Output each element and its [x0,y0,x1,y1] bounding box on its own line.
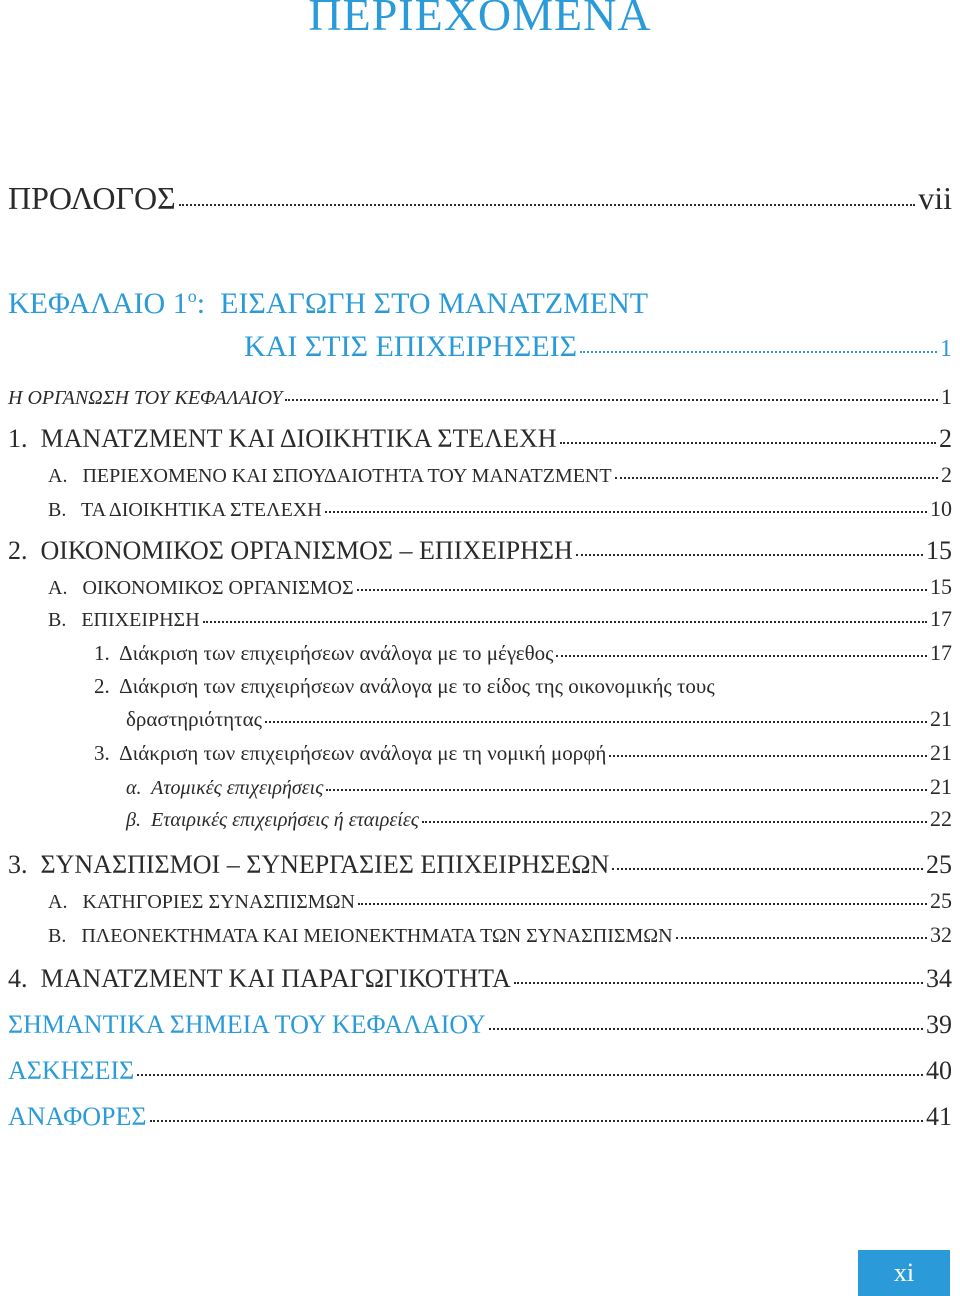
chapter-heading-line1 [8,286,952,321]
toc-entry[interactable]: Η ΟΡΓΑΝΩΣΗ ΤΟΥ ΚΕΦΑΛΑΙΟΥ 1 [8,384,952,409]
page-number-badge: xi [858,1250,950,1296]
chapter-sup: ο [187,286,197,306]
toc-entry[interactable]: ΑΝΑΦΟΡΕΣ 41 [8,1102,952,1131]
toc-entry[interactable]: Α. ΚΑΤΗΓΟΡΙΕΣ ΣΥΝΑΣΠΙΣΜΩΝ 25 [48,888,952,913]
toc-entry: 2. Διάκριση των επιχειρήσεων ανάλογα με το είδος της οικονομικής τους [94,674,715,698]
toc-entry[interactable]: Β. ΤΑ ΔΙΟΙΚΗΤΙΚΑ ΣΤΕΛΕΧΗ 10 [48,496,952,521]
toc-entry[interactable]: Β. ΠΛΕΟΝΕΚΤΗΜΑΤΑ ΚΑΙ ΜΕΙΟΝΕΚΤΗΜΑΤΑ ΤΩΝ ΣΥΝΑΣΠΙΣΜΩΝ 32 [48,922,952,947]
toc-entry-page: 1 [940,336,952,362]
toc-entry[interactable]: 2. ΟΙΚΟΝΟΜΙΚΟΣ ΟΡΓΑΝΙΣΜΟΣ – ΕΠΙΧΕΙΡΗΣΗ 15 [8,536,952,565]
toc-entry-page: vii [918,180,952,216]
toc-entry[interactable]: Α. ΟΙΚΟΝΟΜΙΚΟΣ ΟΡΓΑΝΙΣΜΟΣ 15 [48,574,952,599]
toc-entry[interactable]: α. Ατομικές επιχειρήσεις 21 [126,774,952,799]
chapter-title-line2: ΚΑΙ ΣΤΙΣ ΕΠΙΧΕΙΡΗΣΕΙΣ [244,330,578,363]
toc-entry[interactable]: 4. ΜΑΝΑΤΖΜΕΝΤ ΚΑΙ ΠΑΡΑΓΩΓΙΚΟΤΗΤΑ 34 [8,964,952,993]
toc-entry[interactable]: Β. ΕΠΙΧΕΙΡΗΣΗ 17 [48,606,952,631]
toc-entry[interactable]: ΑΣΚΗΣΕΙΣ 40 [8,1056,952,1085]
toc-entry[interactable]: 1. Διάκριση των επιχειρήσεων ανάλογα με το μέγεθος 17 [94,640,952,665]
chapter-prefix: ΚΕΦΑΛΑΙΟ 1 [8,287,188,320]
toc-entry-label: ΠΡΟΛΟΓΟΣ [8,180,176,216]
toc-entry[interactable]: 1. ΜΑΝΑΤΖΜΕΝΤ ΚΑΙ ΔΙΟΙΚΗΤΙΚΑ ΣΤΕΛΕΧΗ 2 [8,424,952,453]
toc-entry-chapter[interactable] [244,330,952,364]
chapter-title-rest: : ΕΙΣΑΓΩΓΗ ΣΤΟ ΜΑΝΑΤΖΜΕΝΤ [196,287,649,320]
toc-entry[interactable]: 3. ΣΥΝΑΣΠΙΣΜΟΙ – ΣΥΝΕΡΓΑΣΙΕΣ ΕΠΙΧΕΙΡΗΣΕΩΝ 25 [8,850,952,879]
toc-entry[interactable]: ΣΗΜΑΝΤΙΚΑ ΣΗΜΕΙΑ ΤΟΥ ΚΕΦΑΛΑΙΟΥ 39 [8,1010,952,1039]
page-title: ΠΕΡΙΕΧΟΜΕΝΑ [308,0,652,40]
leader-dots [580,351,937,353]
toc-entry[interactable]: δραστηριότητας 21 [126,706,952,731]
leader-dots [179,204,916,206]
toc-entry[interactable]: 3. Διάκριση των επιχειρήσεων ανάλογα με τη νομική μορφή 21 [94,740,952,765]
toc-entry-prologue[interactable] [8,180,952,217]
toc-entry[interactable]: β. Εταιρικές επιχειρήσεις ή εταιρείες 22 [126,806,952,831]
toc-entry[interactable]: Α. ΠΕΡΙΕΧΟΜΕΝΟ ΚΑΙ ΣΠΟΥΔΑΙΟΤΗΤΑ ΤΟΥ ΜΑΝΑΤΖΜΕΝΤ 2 [48,462,952,487]
